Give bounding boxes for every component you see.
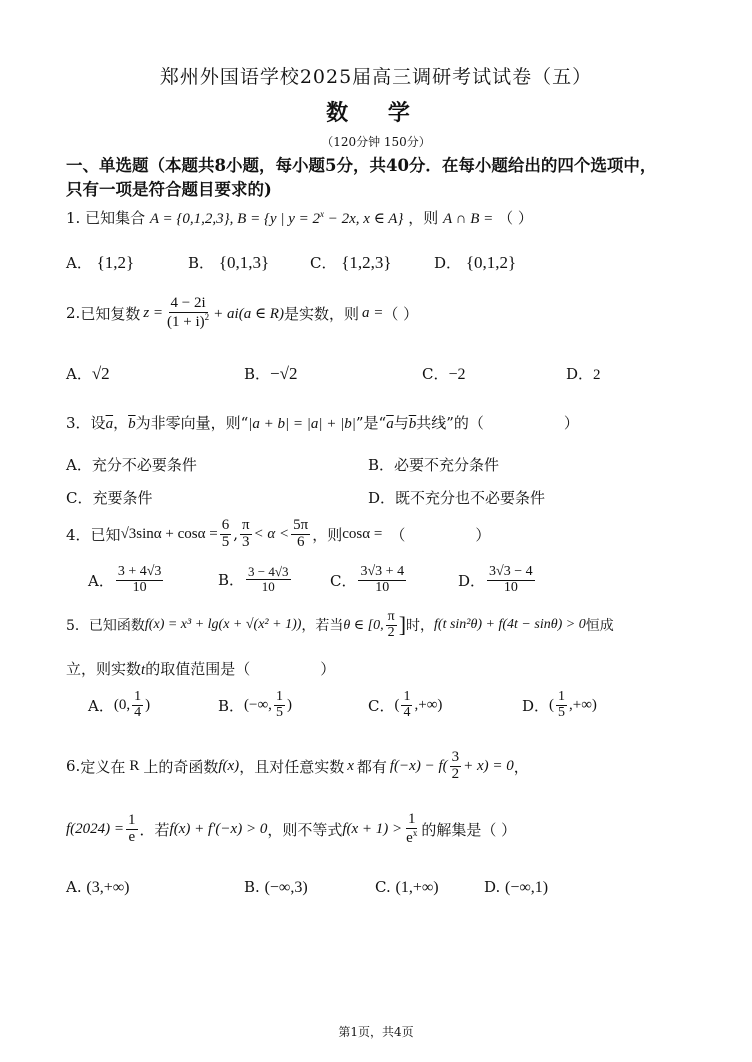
fraction: $\frac{5\pi}{6}$	[293, 517, 309, 550]
stem-text: 已知复数	[80, 304, 141, 323]
option-a: A． (0, $\frac{1}{4}$ )	[88, 689, 151, 720]
fraction: $\frac{\pi}{3}$	[241, 517, 250, 550]
option-b: B． {0,1,3}	[188, 253, 270, 272]
math-expr: z =	[143, 304, 164, 321]
option-c: C．−2	[422, 365, 466, 383]
page-footer: 第1页，共4页	[338, 1025, 414, 1039]
stem-text: 是实数，则	[283, 304, 359, 323]
condition-expr: |a + b| = |a| + |b|	[248, 416, 356, 432]
math-exp: x	[320, 209, 324, 219]
question-6-line2: f(2024) = $\frac{1}{e}$ ．若 f(x) + f′(−x) > 0 ，则不等式 f(x + 1) > $\frac{1}{e^x}$ 的解集是（ ）	[66, 811, 517, 846]
fraction: $\frac{6}{5}$	[221, 517, 230, 550]
option-d: D． ( $\frac{1}{5}$ ,+∞)	[522, 689, 597, 720]
fraction: $\frac{4 - 2i}{(1 + i)^2}$	[167, 295, 210, 330]
inequality-expr: f(t sin²θ) + f(4t − sinθ) > 0	[434, 617, 586, 633]
option-a: A. (3,+∞)	[66, 878, 130, 896]
function-expr: f(x) = x³ + lg(x + √(x² + 1))	[144, 617, 302, 633]
option-c: C． $\frac{3√3 + 4}{10}$	[330, 564, 405, 595]
option-a: A．充分不必要条件	[66, 456, 197, 474]
vector-b: $\overline{b}$	[128, 416, 136, 432]
option-a: A．√2	[66, 364, 110, 383]
option-c: C. (1,+∞)	[375, 878, 439, 896]
question-number: 3．	[66, 414, 91, 432]
option-d: D． {0,1,2}	[434, 253, 517, 272]
question-number: 4．	[66, 525, 91, 544]
stem-text: 设	[90, 414, 106, 432]
section-heading-line1: 一、单选题（本题共8小题，每小题5分，共40分．在每小题给出的四个选项中，	[66, 156, 657, 175]
math-expr: A ∩ B =	[443, 211, 494, 227]
math-expr: a =	[361, 304, 384, 321]
question-number: 2.	[66, 304, 81, 323]
option-b: B． (−∞, $\frac{1}{5}$ )	[218, 689, 292, 720]
stem-text: 已知集合	[85, 209, 146, 227]
question-5-stem: 5． 已知函数 f(x) = x³ + lg(x + √(x² + 1)) ，若当 θ ∈ [0, $\frac{\pi}{2}$ ] 时， f(t sin²θ) + f(4t − sinθ) > 0 恒成	[66, 609, 614, 640]
answer-blank: （ ）	[498, 209, 533, 227]
option-b: B. (−∞,3)	[244, 878, 308, 896]
math-expr: A = {0,1,2,3}, B = {y | y = 2	[149, 211, 320, 227]
section-heading-line2: 只有一项是符合题目要求的)	[66, 180, 272, 199]
option-b: B． $\frac{3 - 4√3}{10}$	[218, 564, 289, 594]
question-3-stem: 3．设$\overline{a}$，$\overline{b}$为非零向量，则“|a + b| = |a| + |b|”是“$\overline{a}$与$\overline{b}$共线”的（ ）	[66, 414, 579, 432]
option-d: D．既不充分也不必要条件	[368, 489, 546, 507]
stem-text: ，则	[408, 209, 439, 227]
option-b: B．必要不充分条件	[368, 456, 500, 474]
exam-title: 郑州外国语学校2025届高三调研考试试卷（五）	[159, 66, 593, 88]
option-a: A． $\frac{3 + 4√3}{10}$	[88, 564, 162, 595]
question-2-stem	[66, 296, 418, 331]
exam-meta: （120分钟 150分）	[321, 135, 431, 149]
math-expr: + ai(a ∈ R)	[213, 305, 284, 322]
option-c: C． ( $\frac{1}{4}$ ,+∞)	[368, 689, 443, 720]
question-5-line2: 立，则实数t的取值范围是（ ）	[66, 660, 336, 678]
math-expr: − 2x, x ∈ A}	[324, 211, 404, 227]
option-d: D. (−∞,1)	[484, 878, 549, 896]
vector-a: $\overline{a}$	[105, 416, 114, 432]
option-d: D．2	[566, 365, 601, 383]
option-d: D． $\frac{3√3 - 4}{10}$	[458, 564, 533, 595]
math-expr: √3sinα + cosα =	[120, 525, 218, 542]
question-6-stem: 6. 定义在 R 上的奇函数 f(x) ，且对任意实数 x 都有 f(−x) − f( $\frac{3}{2}$ + x) = 0 ，	[66, 749, 529, 782]
question-number: 1.	[66, 209, 81, 227]
option-c: C．充要条件	[66, 489, 153, 507]
question-number: 5．	[66, 618, 89, 635]
option-b: B．−√2	[244, 364, 298, 383]
subject-title: 数 学	[326, 100, 426, 126]
option-c: C． {1,2,3}	[310, 253, 392, 272]
question-1-stem	[66, 207, 533, 228]
question-number: 6.	[66, 757, 81, 776]
answer-blank: （ ）	[383, 304, 419, 323]
question-4-stem: 4． 已知 √3sinα + cosα = $\frac{6}{5}$ , $\frac{\pi}{3}$ < α < $\frac{5\pi}{6}$ ，则 cosα = （ ）	[66, 517, 491, 550]
option-a: A． {1,2}	[66, 253, 135, 272]
